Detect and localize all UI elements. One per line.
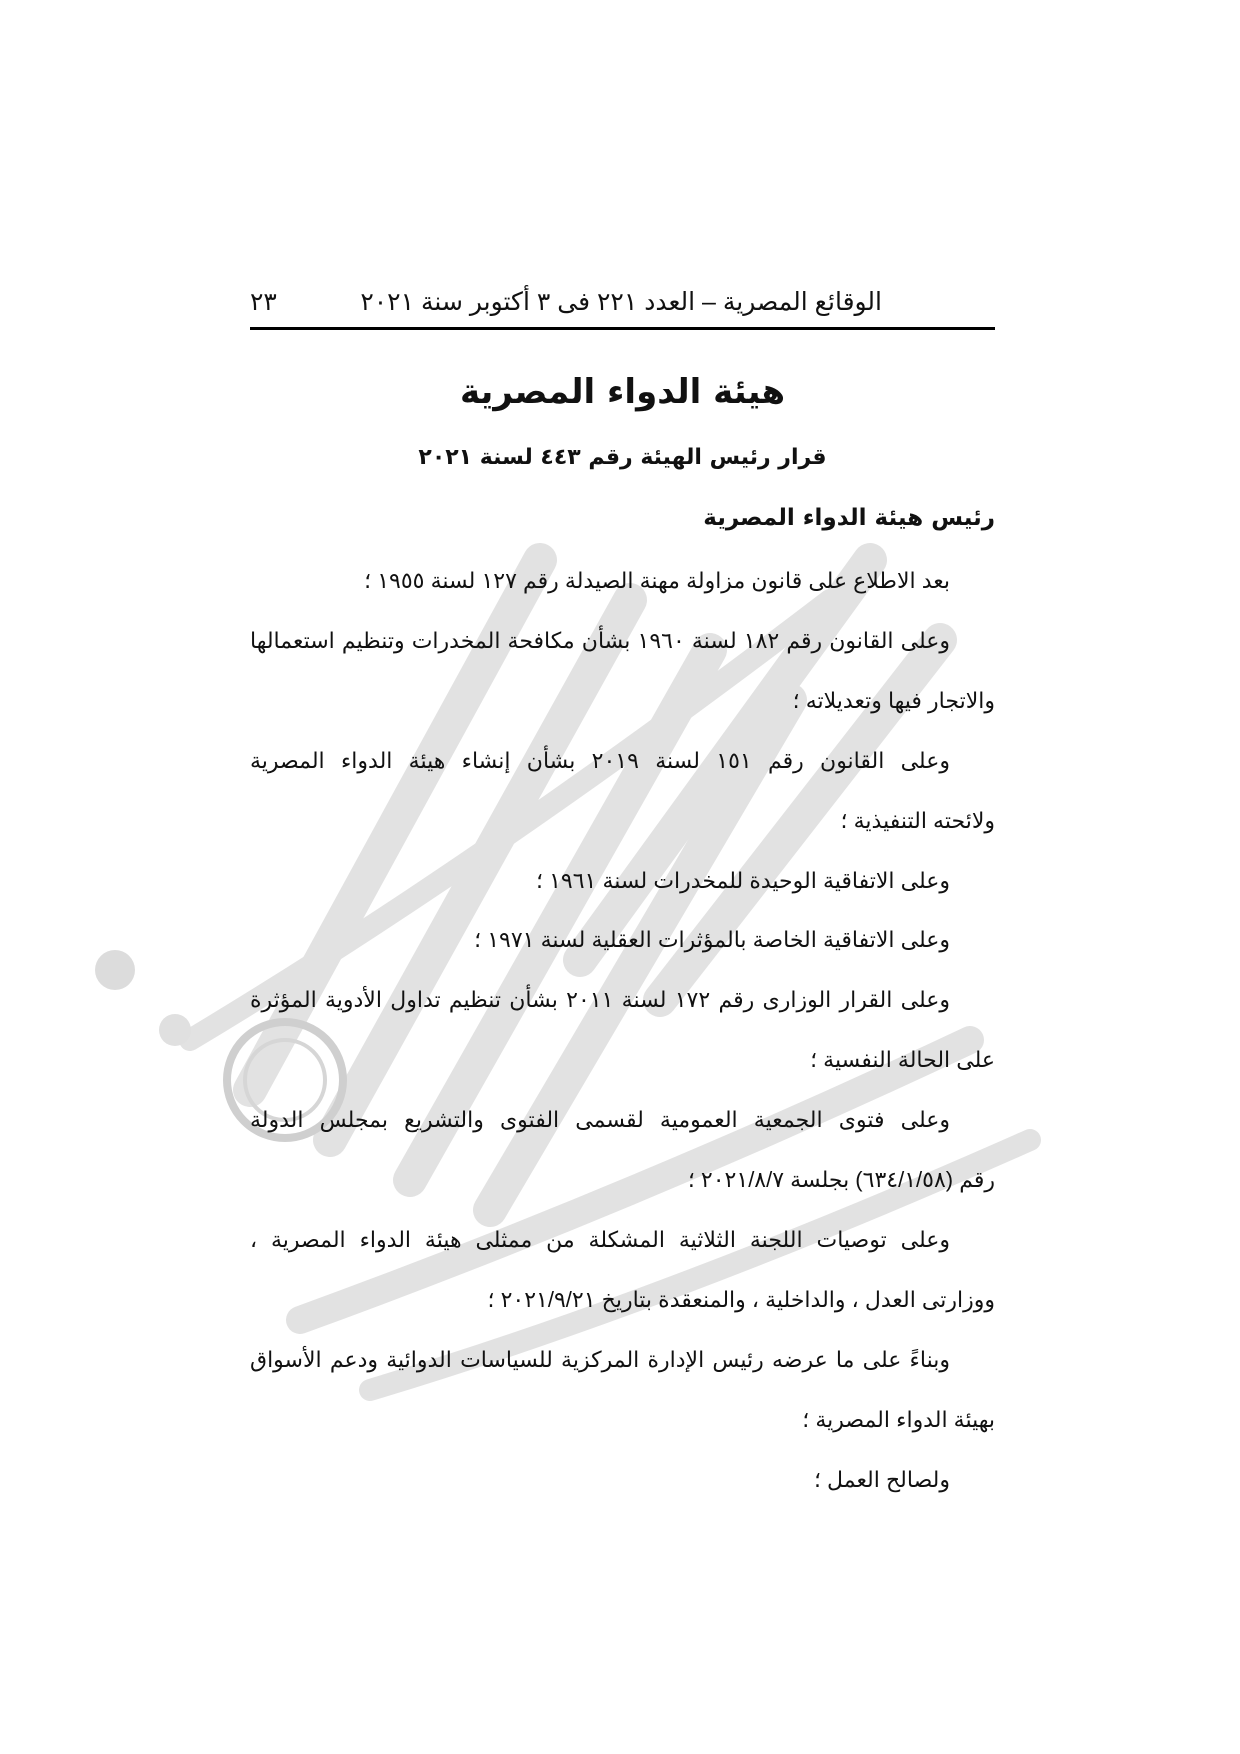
text-line: وعلى القرار الوزارى رقم ١٧٢ لسنة ٢٠١١ بشأن تنظيم تداول الأدوية المؤثرة — [250, 987, 950, 1012]
text-line: والاتجار فيها وتعديلاته ؛ — [792, 688, 995, 713]
text-line: وعلى القانون رقم ١٥١ لسنة ٢٠١٩ بشأن إنشاء هيئة الدواء المصرية — [250, 748, 950, 773]
text-line: وعلى القانون رقم ١٨٢ لسنة ١٩٦٠ بشأن مكافحة المخدرات وتنظيم استعمالها — [250, 628, 950, 653]
page-header — [250, 283, 995, 330]
text-line: ووزارتى العدل ، والداخلية ، والمنعقدة بتاريخ ٢٠٢١/٩/٢١ ؛ — [487, 1287, 995, 1312]
text-line: وعلى فتوى الجمعية العمومية لقسمى الفتوى والتشريع بمجلس الدولة — [250, 1107, 950, 1132]
text-line: وعلى الاتفاقية الخاصة بالمؤثرات العقلية لسنة ١٩٧١ ؛ — [474, 927, 950, 952]
chairman-heading: رئيس هيئة الدواء المصرية — [703, 505, 995, 531]
text-line: بعد الاطلاع على قانون مزاولة مهنة الصيدلة رقم ١٢٧ لسنة ١٩٥٥ ؛ — [364, 568, 950, 593]
agency-title: هيئة الدواء المصرية — [459, 372, 786, 412]
text-line: وعلى توصيات اللجنة الثلاثية المشكلة من ممثلى هيئة الدواء المصرية ، — [250, 1227, 950, 1252]
header-title: الوقائع المصرية – العدد ٢٢١ فى ٣ أكتوبر سنة ٢٠٢١ — [360, 288, 882, 316]
text-line: ولصالح العمل ؛ — [813, 1467, 950, 1492]
text-line: على الحالة النفسية ؛ — [810, 1047, 995, 1072]
text-line: ولائحته التنفيذية ؛ — [840, 808, 995, 833]
text-line: وبناءً على ما عرضه رئيس الإدارة المركزية للسياسات الدوائية ودعم الأسواق — [250, 1347, 950, 1372]
text-line: رقم (٦٣٤/١/٥٨) بجلسة ٢٠٢١/٨/٧ ؛ — [687, 1167, 995, 1192]
text-line: وعلى الاتفاقية الوحيدة للمخدرات لسنة ١٩٦١ ؛ — [535, 868, 950, 893]
text-line: بهيئة الدواء المصرية ؛ — [802, 1407, 995, 1432]
document-page — [250, 0, 995, 1754]
page-number: ٢٣ — [250, 288, 277, 316]
decision-title: قرار رئيس الهيئة رقم ٤٤٣ لسنة ٢٠٢١ — [418, 445, 827, 470]
